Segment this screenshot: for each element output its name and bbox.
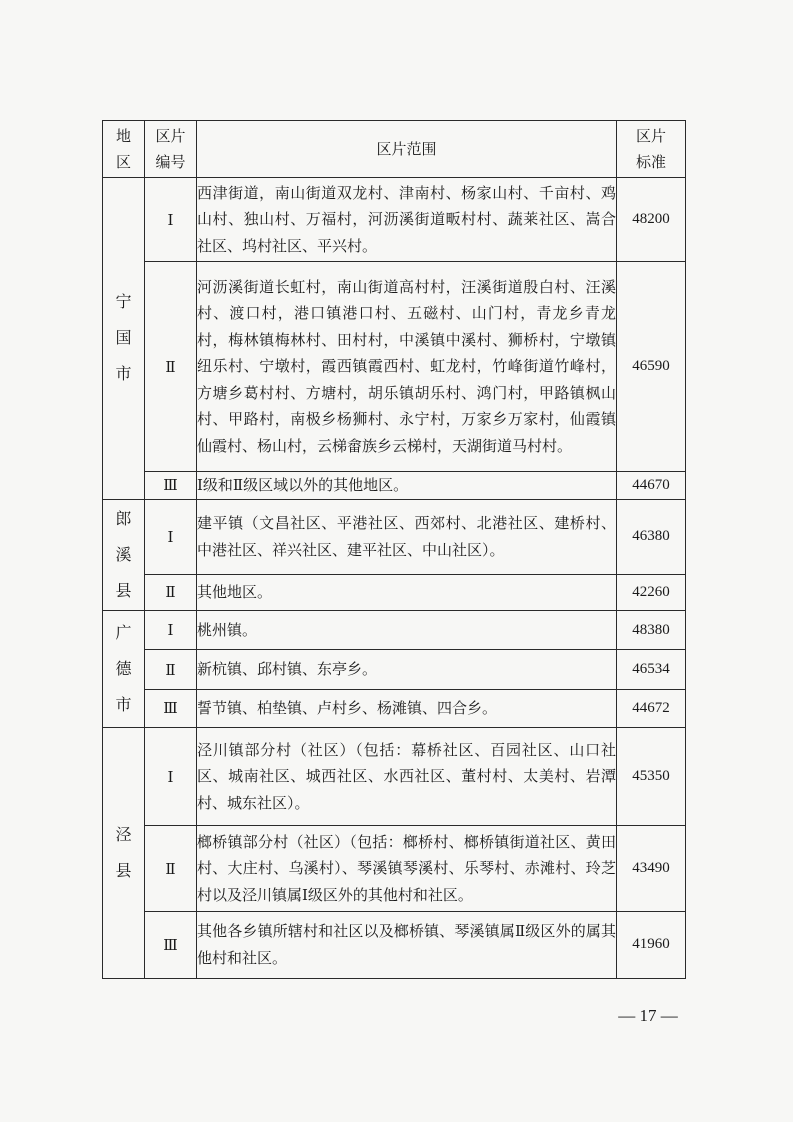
zone-grade-cell: Ⅲ bbox=[145, 911, 197, 978]
zone-scope-cell: 河沥溪街道长虹村，南山街道高村村，汪溪街道殷白村、汪溪村、渡口村，港口镇港口村、五磁村、山门村，青龙乡青龙村，梅林镇梅林村、田村村，中溪镇中溪村、狮桥村，宁墩镇纽乐村、宁墩村，霞西镇霞西村、虹龙村，竹峰街道竹峰村，方塘乡葛村村、方塘村，胡乐镇胡乐村、鸿门村，甲路镇枫山村、甲路村，南极乡杨狮村、永宁村，万家乡万家村，仙霞镇仙霞村、杨山村，云梯畲族乡云梯村，天湖街道马村村。 bbox=[197, 262, 617, 472]
table-row bbox=[103, 471, 686, 499]
region-name-cell bbox=[103, 727, 145, 978]
table-row bbox=[103, 574, 686, 610]
region-name-char: 郎 bbox=[115, 508, 132, 528]
zone-grade-cell: Ⅰ bbox=[145, 610, 197, 650]
zone-grade-cell: Ⅰ bbox=[145, 499, 197, 574]
region-name-char: 广 bbox=[115, 622, 132, 642]
region-name-char: 市 bbox=[115, 364, 132, 384]
table-row bbox=[103, 177, 686, 261]
zone-grade-cell: Ⅰ bbox=[145, 177, 197, 261]
zone-grade-cell: Ⅲ bbox=[145, 690, 197, 728]
zone-grade-cell: Ⅲ bbox=[145, 471, 197, 499]
zone-standard-cell: 45350 bbox=[617, 727, 686, 826]
region-name-char: 县 bbox=[115, 580, 132, 600]
zone-standard-cell: 43490 bbox=[617, 826, 686, 911]
header-zone-scope: 区片范围 bbox=[197, 121, 617, 178]
zone-scope-cell: 榔桥镇部分村（社区）（包括：榔桥村、榔桥镇街道社区、黄田村、大庄村、乌溪村）、琴溪镇琴溪村、乐琴村、赤滩村、玲芝村以及泾川镇属Ⅰ级区外的其他村和社区。 bbox=[197, 826, 617, 911]
header-zone-standard: 区片 标准 bbox=[617, 121, 686, 178]
zone-standard-cell: 46380 bbox=[617, 499, 686, 574]
zone-scope-cell: 建平镇（文昌社区、平港社区、西郊村、北港社区、建桥村、中港社区、祥兴社区、建平社区、中山社区）。 bbox=[197, 499, 617, 574]
region-name-cell bbox=[103, 499, 145, 610]
zone-scope-cell: 其他各乡镇所辖村和社区以及榔桥镇、琴溪镇属Ⅱ级区外的属其他村和社区。 bbox=[197, 911, 617, 978]
land-price-zone-table bbox=[102, 120, 686, 979]
zone-scope-cell: 其他地区。 bbox=[197, 574, 617, 610]
zone-standard-cell: 46534 bbox=[617, 650, 686, 690]
table-row bbox=[103, 690, 686, 728]
zone-scope-cell: 誓节镇、柏垫镇、卢村乡、杨滩镇、四合乡。 bbox=[197, 690, 617, 728]
zone-scope-cell: 西津街道，南山街道双龙村、津南村、杨家山村、千亩村、鸡山村、独山村、万福村，河沥溪街道畈村村、蔬莱社区、嵩合社区、坞村社区、平兴村。 bbox=[197, 177, 617, 261]
region-name-char: 德 bbox=[115, 658, 132, 678]
zone-grade-cell: Ⅱ bbox=[145, 826, 197, 911]
zone-standard-cell: 48200 bbox=[617, 177, 686, 261]
zone-scope-cell: 桃州镇。 bbox=[197, 610, 617, 650]
zone-standard-cell: 48380 bbox=[617, 610, 686, 650]
table-row bbox=[103, 610, 686, 650]
zone-standard-cell: 41960 bbox=[617, 911, 686, 978]
region-name-char: 宁 bbox=[115, 292, 132, 312]
zone-standard-cell: 42260 bbox=[617, 574, 686, 610]
region-name-char: 泾 bbox=[115, 824, 132, 844]
region-name-cell bbox=[103, 610, 145, 727]
table-row bbox=[103, 727, 686, 826]
table-row bbox=[103, 499, 686, 574]
zone-scope-cell: Ⅰ级和Ⅱ级区域以外的其他地区。 bbox=[197, 471, 617, 499]
region-name-char: 国 bbox=[115, 328, 132, 348]
zone-grade-cell: Ⅱ bbox=[145, 650, 197, 690]
region-name-cell bbox=[103, 177, 145, 499]
zone-grade-cell: Ⅱ bbox=[145, 574, 197, 610]
table-row bbox=[103, 826, 686, 911]
zone-scope-cell: 新杭镇、邱村镇、东亭乡。 bbox=[197, 650, 617, 690]
page-number: — 17 — bbox=[618, 1006, 678, 1025]
header-region: 地 区 bbox=[103, 121, 145, 178]
zone-grade-cell: Ⅰ bbox=[145, 727, 197, 826]
zone-grade-cell: Ⅱ bbox=[145, 262, 197, 472]
region-name-char: 市 bbox=[115, 694, 132, 714]
region-name-char: 县 bbox=[115, 860, 132, 880]
zone-scope-cell: 泾川镇部分村（社区）（包括：幕桥社区、百园社区、山口社区、城南社区、城西社区、水西社区、董村村、太美村、岩潭村、城东社区）。 bbox=[197, 727, 617, 826]
table-row bbox=[103, 911, 686, 978]
table-row bbox=[103, 262, 686, 472]
zone-standard-cell: 44672 bbox=[617, 690, 686, 728]
table-row bbox=[103, 650, 686, 690]
table-header-row bbox=[103, 121, 686, 178]
zone-standard-cell: 44670 bbox=[617, 471, 686, 499]
region-name-char: 溪 bbox=[115, 544, 132, 564]
header-zone-number: 区片 编号 bbox=[145, 121, 197, 178]
zone-standard-cell: 46590 bbox=[617, 262, 686, 472]
